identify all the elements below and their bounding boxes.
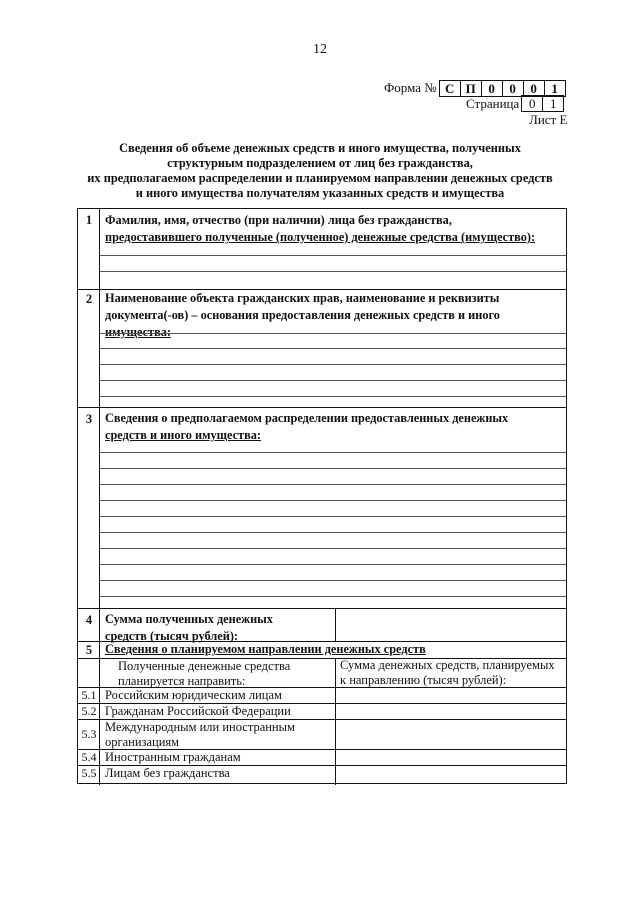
section-title: Сведения о предполагаемом распределении предоставленных денежных средств и иного имущества: (105, 411, 509, 442)
form-code-cell: 1 (544, 81, 565, 96)
fill-line (100, 564, 566, 565)
fill-line (100, 516, 566, 517)
sum-field-divider (335, 608, 336, 641)
fill-line (100, 380, 566, 381)
fill-line (100, 596, 566, 597)
row-number: 5.2 (81, 704, 97, 718)
fill-line (100, 452, 566, 453)
form-number-row (384, 80, 566, 96)
page-counter-row (466, 96, 564, 111)
row-number: 5.1 (81, 688, 97, 702)
page-cells (521, 95, 564, 112)
form-number-label: Форма № (384, 80, 437, 95)
section-number: 5 (85, 643, 93, 657)
row-label: Гражданам Российской Федерации (105, 704, 291, 718)
form-table (77, 208, 567, 784)
fill-line (100, 484, 566, 485)
row-number: 5.3 (81, 727, 97, 741)
section-title: Фамилия, имя, отчество (при наличии) лица без гражданства, предоставившего полученные (полученное) денежные средства (имущество): (105, 213, 536, 244)
title-line: структурным подразделением от лиц без гражданства, (167, 156, 473, 170)
table5-left-header: Полученные денежные средства планируется направить: (118, 659, 291, 688)
fill-line (100, 364, 566, 365)
section-number: 3 (85, 412, 93, 426)
form-code-cell: С (444, 80, 455, 96)
row-label: Лицам без гражданства (105, 766, 230, 780)
page-cell: 0 (529, 96, 536, 111)
page-label: Страница (466, 95, 520, 111)
fill-line (100, 333, 566, 334)
document-title (60, 141, 580, 201)
section-number: 4 (85, 613, 93, 627)
row-number: 5.5 (81, 766, 97, 780)
section-divider (78, 407, 566, 408)
section-title: Сведения о планируемом направлении денежных средств (105, 642, 426, 656)
fill-line (100, 532, 566, 533)
fill-line (100, 255, 566, 256)
form-code-cells (439, 80, 566, 97)
row-number: 5.4 (81, 750, 97, 764)
row-label: Иностранным гражданам (105, 750, 241, 764)
fill-line (100, 548, 566, 549)
form-code-cell: 0 (502, 81, 523, 96)
page-cell: 1 (542, 96, 563, 111)
fill-line (100, 580, 566, 581)
title-line: и иного имущества получателям указанных средств и имущества (135, 186, 505, 200)
section-title: Сумма полученных денежных средств (тысяч рублей): (105, 612, 273, 643)
fill-line (100, 468, 566, 469)
row-label: Международным или иностранным организациям (105, 720, 295, 749)
sheet-label: Лист Е (529, 112, 568, 127)
page-number: 12 (313, 42, 327, 57)
title-line: Сведения об объеме денежных средств и иного имущества, полученных (119, 141, 521, 155)
form-code-cell: 0 (523, 81, 544, 96)
section-number: 2 (85, 292, 93, 306)
fill-line (100, 500, 566, 501)
fill-line (100, 396, 566, 397)
section-divider (78, 608, 566, 609)
fill-line (100, 348, 566, 349)
table5-right-header: Сумма денежных средств, планируемых к направлению (тысяч рублей): (340, 658, 555, 687)
row-label: Российским юридическим лицам (105, 688, 282, 702)
form-code-cell: 0 (481, 81, 502, 96)
section-number: 1 (85, 213, 93, 227)
title-line: их предполагаемом распределении и планируемом направлении денежных средств (87, 171, 553, 185)
fill-line (100, 271, 566, 272)
form-code-cell: П (460, 81, 481, 96)
section-title: Наименование объекта гражданских прав, наименование и реквизиты документа(-ов) – основания предоставления денежных средств и иного имущества: (105, 291, 500, 339)
